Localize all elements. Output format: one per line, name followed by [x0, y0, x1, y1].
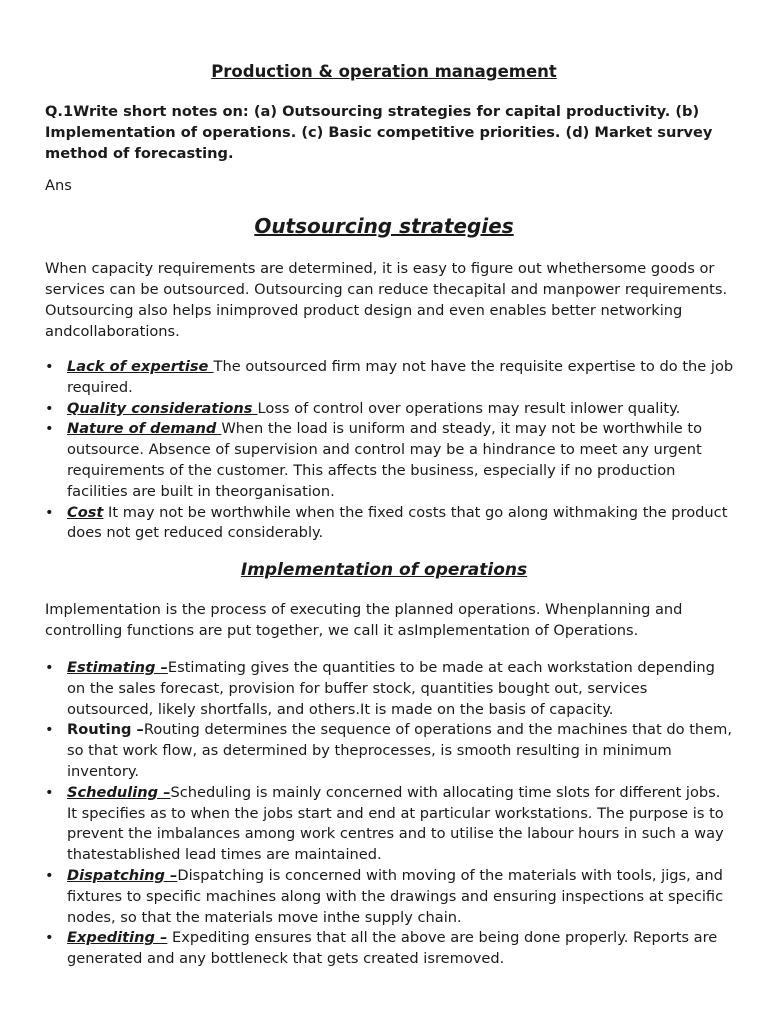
list-item: [45, 658, 735, 720]
item-term: Scheduling –: [67, 783, 171, 801]
list-item: [45, 357, 735, 399]
item-term: Routing –: [67, 721, 144, 739]
item-term: Cost: [67, 503, 104, 521]
implementation-intro: Implementation is the process of executing the planned operations. Whenplanning and controlling functions are put together, we call it asImplementation of Operations.: [45, 601, 683, 639]
item-text: It may not be worthwhile when the fixed costs that go along withmaking the product does not get reduced considerably.: [67, 503, 728, 542]
outsourcing-intro: When capacity requirements are determined, it is easy to figure out whethersome goods or services can be outsourced. Outsourcing can reduce thecapital and manpower requirements. Outsourcing also helps inimproved product design and even enables better networking andcollaborations.: [45, 260, 728, 340]
outsourcing-list: [45, 357, 735, 544]
implementation-heading: Implementation of operations: [240, 560, 528, 580]
item-text: Loss of control over operations may result inlower quality.: [257, 399, 681, 417]
item-term: Lack of expertise: [67, 358, 214, 375]
item-text: Dispatching is concerned with moving of the materials with tools, jigs, and fixtures to specific machines along with the drawings and ensuring inspections at specific nodes, so that the materials move inthe supply chain.: [67, 866, 724, 926]
document-title: Production & operation management: [211, 62, 557, 81]
outsourcing-heading: Outsourcing strategies: [254, 214, 514, 238]
item-text: Estimating gives the quantities to be made at each workstation depending on the sales forecast, provision for buffer stock, quantities bought out, services outsourced, likely shortfalls, and others.It is made on the basis of capacity.: [67, 659, 715, 718]
implementation-list: [45, 658, 735, 970]
item-text: Scheduling is mainly concerned with allocating time slots for different jobs. It specifies as to when the jobs start and end at particular workstations. The purpose is to prevent the imbalances among work centres and to utilise the labour hours in such a way thatestablished lead times are maintained.: [67, 783, 724, 864]
item-term: Nature of demand: [67, 420, 222, 438]
item-text: The outsourced firm may not have the requisite expertise to do the job required.: [67, 358, 734, 396]
item-text: Routing determines the sequence of operations and the machines that do them, so that work flow, as determined by theprocesses, is smooth resulting in minimum inventory.: [67, 721, 732, 780]
list-item: [45, 503, 735, 545]
list-item: [45, 866, 735, 928]
item-text: Expediting ensures that all the above are being done properly. Reports are generated and any bottleneck that gets created isremoved.: [67, 929, 718, 968]
item-term: Dispatching –: [67, 866, 178, 884]
item-term: Expediting –: [67, 929, 168, 947]
question-text: Q.1Write short notes on: (a) Outsourcing strategies for capital productivity. (b) Implementation of operations. (c) Basic competitive priorities. (d) Market survey method of forecasting.: [45, 103, 713, 162]
answer-label: Ans: [45, 177, 72, 194]
list-item: [45, 720, 735, 782]
item-term: Quality considerations: [67, 399, 258, 417]
item-term: Estimating –: [67, 659, 168, 676]
list-item: [45, 419, 735, 502]
list-item: [45, 783, 735, 866]
item-text: When the load is uniform and steady, it may not be worthwhile to outsource. Absence of supervision and control may be a hindrance to meet any urgent requirements of the customer. This affects the business, especially if no production facilities are built in theorganisation.: [67, 420, 703, 500]
list-item: [45, 399, 735, 420]
list-item: [45, 928, 735, 970]
